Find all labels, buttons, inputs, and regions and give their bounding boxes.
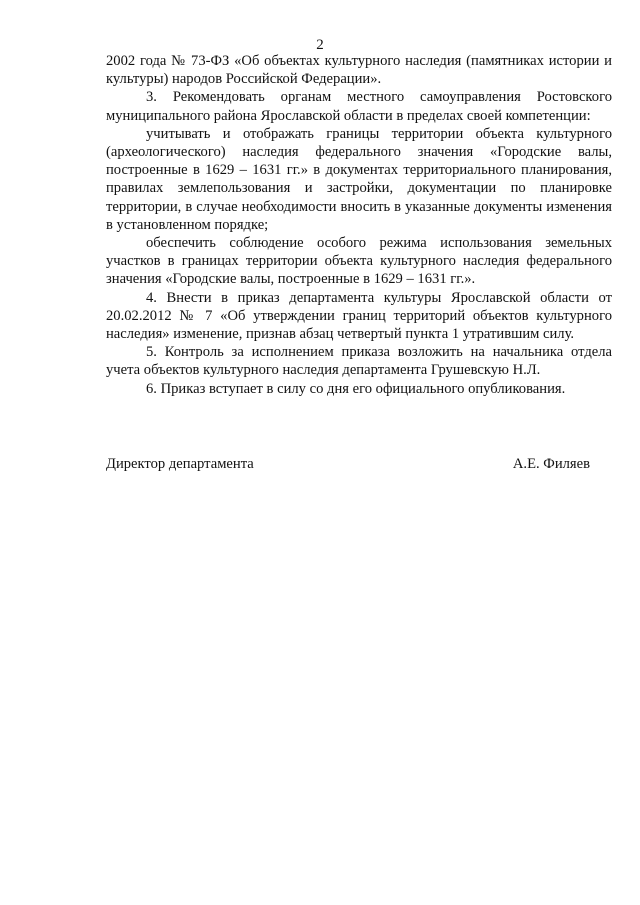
paragraph-item-5: 5. Контроль за исполнением приказа возложить на начальника отдела учета объектов культурного наследия департамента Грушевскую Н.Л. bbox=[106, 344, 612, 379]
signatory-title: Директор департамента bbox=[106, 456, 254, 472]
paragraph-item-3-subitem-1: учитывать и отображать границы территории объекта культурного (археологического) наследия федерального значения «Городские валы, построенные в 1629 – 1631 гг.» в документах территориального планирования, правилах землепользования и застройки, документации по планировке территории, в случае необходимости вносить в указанные документы изменения в установленном порядке; bbox=[106, 125, 612, 233]
paragraph-item-3-subitem-2: обеспечить соблюдение особого режима использования земельных участков в границах территории объекта культурного наследия федерального значения «Городские валы, построенные в 1629 – 1631 гг.». bbox=[106, 235, 612, 288]
paragraph-law-reference: 2002 года № 73-ФЗ «Об объектах культурного наследия (памятниках истории и культуры) народов Российской Федерации». bbox=[106, 53, 612, 88]
paragraph-item-3: 3. Рекомендовать органам местного самоуправления Ростовского муниципального района Ярославской области в пределах своей компетенции: bbox=[106, 89, 612, 124]
page-number: 2 bbox=[316, 37, 324, 53]
paragraph-item-4: 4. Внести в приказ департамента культуры Ярославской области от 20.02.2012 № 7 «Об утверждении границ территорий объектов культурного наследия» изменение, признав абзац четвертый пункта 1 утратившим силу. bbox=[106, 289, 612, 343]
paragraph-item-6: 6. Приказ вступает в силу со дня его официального опубликования. bbox=[146, 380, 566, 397]
document-body bbox=[106, 52, 612, 398]
signatory-name: А.Е. Филяев bbox=[512, 456, 590, 472]
